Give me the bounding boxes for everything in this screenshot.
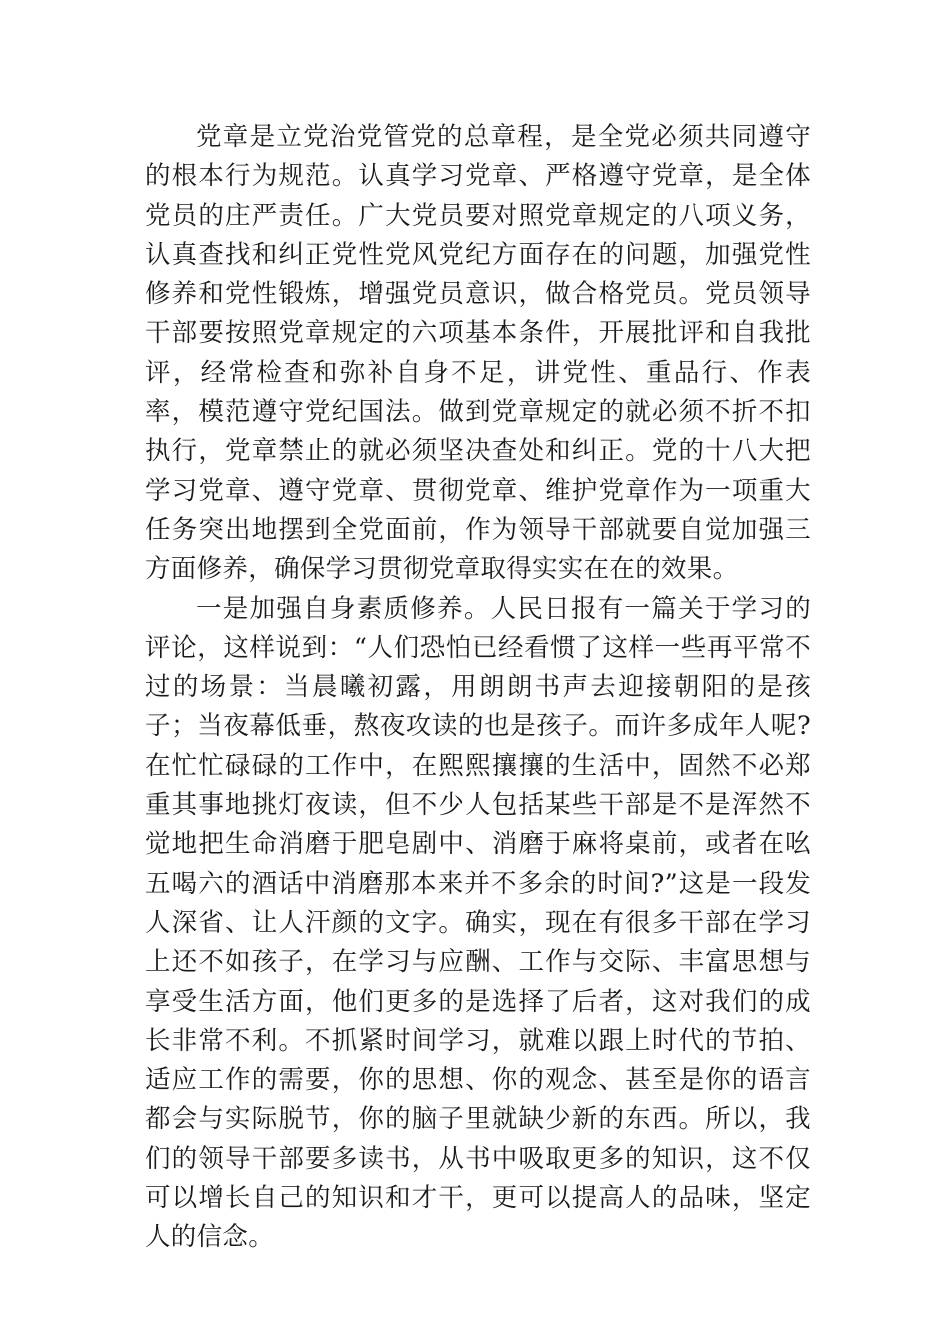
paragraph-party-constitution: 党章是立党治党管党的总章程，是全党必须共同遵守的根本行为规范。认真学习党章、严格遵守党章，是全体党员的庄严责任。广大党员要对照党章规定的八项义务，认真查找和纠正党性党风党纪方面存在的问题，加强党性修养和党性锻炼，增强党员意识，做合格党员。党员领导干部要按照党章规定的六项基本条件，开展批评和自我批评，经常检查和弥补自身不足，讲党性、重品行、作表率，模范遵守党纪国法。做到党章规定的就必须不折不扣执行，党章禁止的就必须坚决查处和纠正。党的十八大把学习党章、遵守党章、贯彻党章、维护党章作为一项重大任务突出地摆到全党面前，作为领导干部就要自觉加强三方面修养，确保学习贯彻党章取得实实在在的效果。 <box>145 122 811 585</box>
document-body <box>145 118 811 1258</box>
paragraph-self-cultivation: 一是加强自身素质修养。人民日报有一篇关于学习的评论，这样说到：“人们恐怕已经看惯了这样一些再平常不过的场景：当晨曦初露，用朗朗书声去迎接朝阳的是孩子；当夜幕低垂，熬夜攻读的也是孩子。而许多成年人呢?在忙忙碌碌的工作中，在熙熙攘攘的生活中，固然不必郑重其事地挑灯夜读，但不少人包括某些干部是不是浑然不觉地把生命消磨于肥皂剧中、消磨于麻将桌前，或者在吆五喝六的酒话中消磨那本来并不多余的时间?”这是一段发人深省、让人汗颜的文字。确实，现在有很多干部在学习上还不如孩子，在学习与应酬、工作与交际、丰富思想与享受生活方面，他们更多的是选择了后者，这对我们的成长非常不利。不抓紧时间学习，就难以跟上时代的节拍、适应工作的需要，你的思想、你的观念、甚至是你的语言都会与实际脱节，你的脑子里就缺少新的东西。所以，我们的领导干部要多读书，从书中吸取更多的知识，这不仅可以增长自己的知识和才干，更可以提高人的品味，坚定人的信念。 <box>145 593 811 1253</box>
